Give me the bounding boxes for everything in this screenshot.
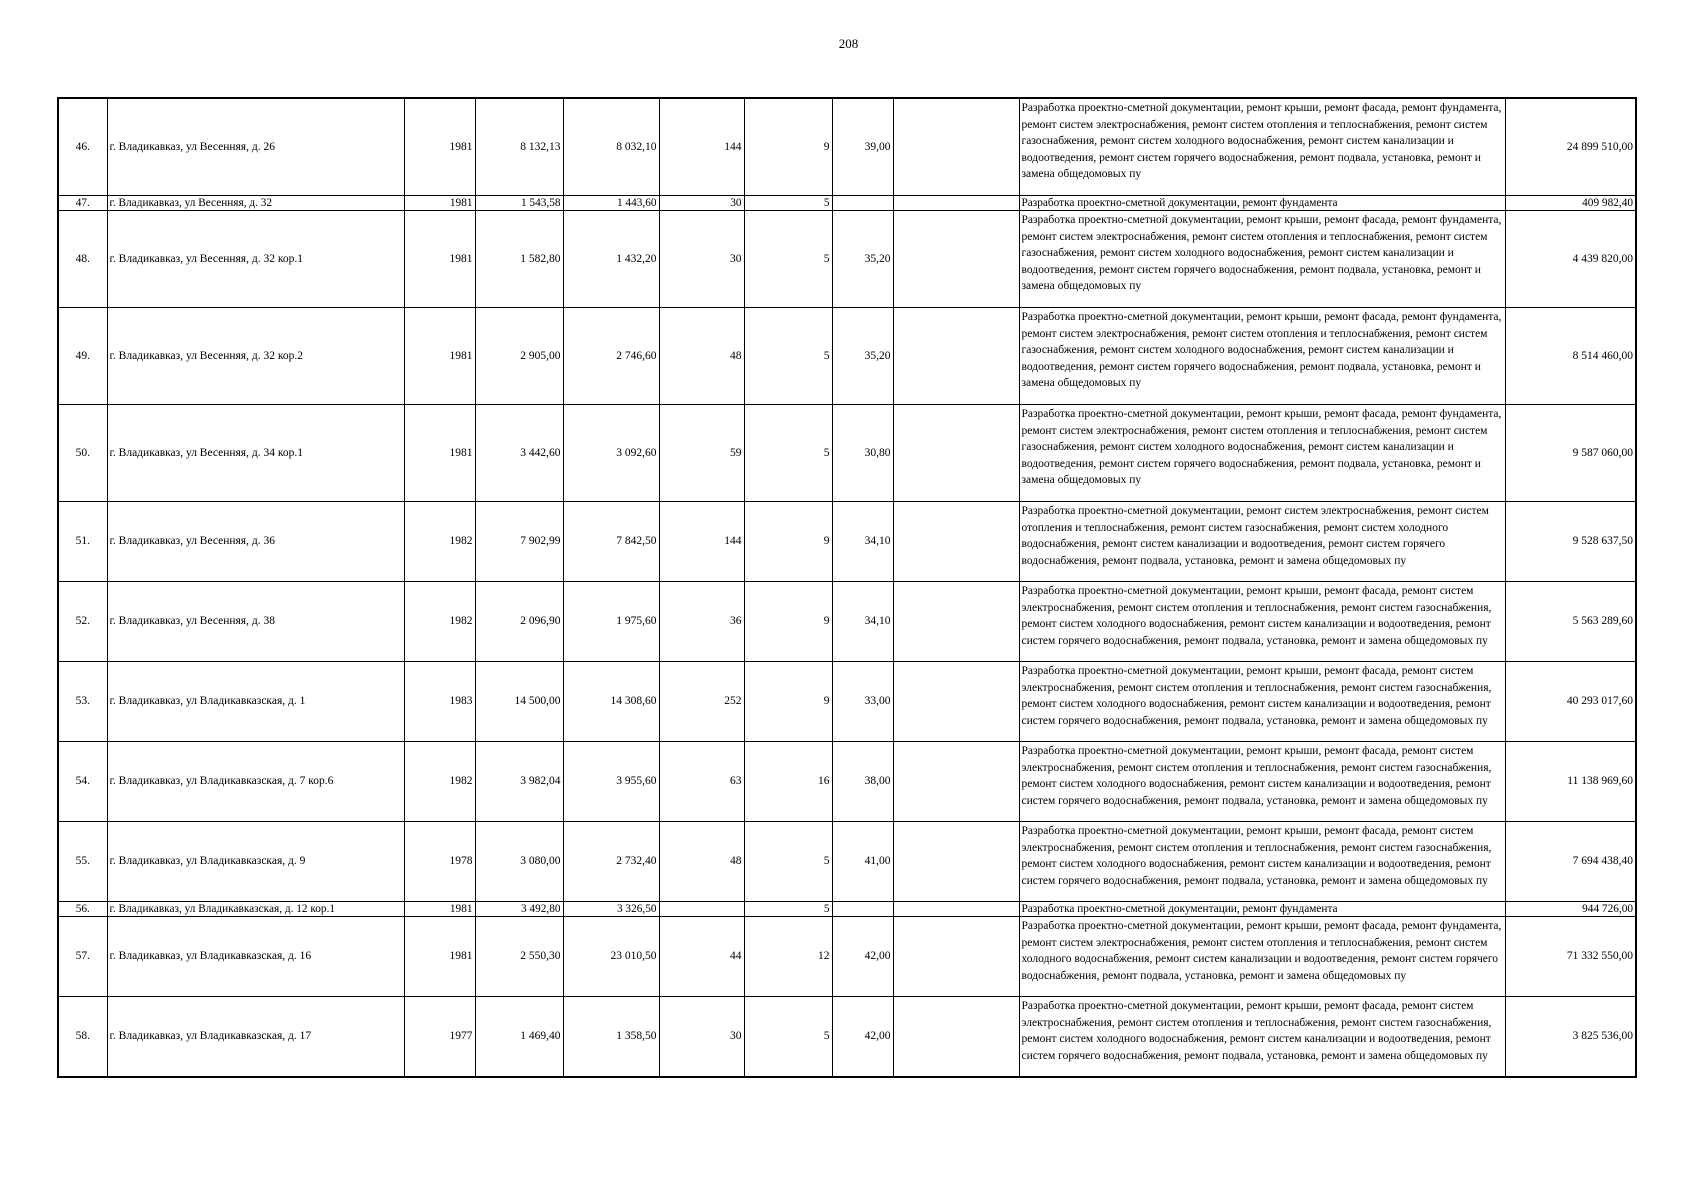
year-cell: 1981 [404,917,475,997]
living-area-cell: 1 432,20 [563,211,659,308]
extra-cell [893,902,1019,917]
floors-cell: 5 [744,211,832,308]
cost-cell: 11 138 969,60 [1505,742,1636,822]
living-area-cell: 14 308,60 [563,662,659,742]
wear-cell: 34,10 [832,502,893,582]
row-number-cell: 50. [58,405,107,502]
cost-cell: 3 825 536,00 [1505,997,1636,1078]
works-cell: Разработка проектно-сметной документации, ремонт крыши, ремонт фасада, ремонт фундамента, ремонт систем электроснабжения, ремонт систем отопления и теплоснабжения, ремонт систем газоснабжения, ремонт систем холодного водоснабжения, ремонт систем канализации и водоотведения, ремонт систем горячего водоснабжения, ремонт подвала, установка, ремонт и замена общедомовых пу [1019,308,1505,405]
wear-cell: 35,20 [832,211,893,308]
year-cell: 1978 [404,822,475,902]
wear-cell: 30,80 [832,405,893,502]
extra-cell [893,662,1019,742]
table-row [58,902,1636,917]
extra-cell [893,502,1019,582]
works-cell: Разработка проектно-сметной документации, ремонт фундамента [1019,196,1505,211]
works-cell: Разработка проектно-сметной документации, ремонт крыши, ремонт фасада, ремонт систем электроснабжения, ремонт систем отопления и теплоснабжения, ремонт систем газоснабжения, ремонт систем холодного водоснабжения, ремонт систем канализации и водоотведения, ремонт систем горячего водоснабжения, ремонт подвала, установка, ремонт и замена общедомовых пу [1019,582,1505,662]
floors-cell: 5 [744,405,832,502]
wear-cell: 42,00 [832,917,893,997]
table-row [58,997,1636,1078]
wear-cell [832,902,893,917]
table-row [58,662,1636,742]
table-row [58,502,1636,582]
cost-cell: 7 694 438,40 [1505,822,1636,902]
total-area-cell: 2 905,00 [475,308,563,405]
year-cell: 1982 [404,582,475,662]
works-cell: Разработка проектно-сметной документации, ремонт крыши, ремонт фасада, ремонт фундамента, ремонт систем электроснабжения, ремонт систем отопления и теплоснабжения, ремонт систем газоснабжения, ремонт систем холодного водоснабжения, ремонт систем канализации и водоотведения, ремонт систем горячего водоснабжения, ремонт подвала, установка, ремонт и замена общедомовых пу [1019,405,1505,502]
total-area-cell: 3 080,00 [475,822,563,902]
year-cell: 1981 [404,308,475,405]
row-number-cell: 52. [58,582,107,662]
row-number-cell: 49. [58,308,107,405]
total-area-cell: 1 543,58 [475,196,563,211]
cost-cell: 4 439 820,00 [1505,211,1636,308]
floors-cell: 5 [744,196,832,211]
address-cell: г. Владикавказ, ул Владикавказская, д. 7 кор.6 [107,742,404,822]
year-cell: 1982 [404,502,475,582]
address-cell: г. Владикавказ, ул Весенняя, д. 38 [107,582,404,662]
address-cell: г. Владикавказ, ул Владикавказская, д. 17 [107,997,404,1078]
works-cell: Разработка проектно-сметной документации, ремонт фундамента [1019,902,1505,917]
extra-cell [893,98,1019,196]
address-cell: г. Владикавказ, ул Владикавказская, д. 12 кор.1 [107,902,404,917]
row-number-cell: 46. [58,98,107,196]
floors-cell: 9 [744,582,832,662]
extra-cell [893,742,1019,822]
residents-cell: 30 [659,211,744,308]
works-cell: Разработка проектно-сметной документации, ремонт систем электроснабжения, ремонт систем отопления и теплоснабжения, ремонт систем газоснабжения, ремонт систем холодного водоснабжения, ремонт систем канализации и водоотведения, ремонт систем горячего водоснабжения, ремонт подвала, установка, ремонт и замена общедомовых пу [1019,502,1505,582]
row-number-cell: 54. [58,742,107,822]
total-area-cell: 1 469,40 [475,997,563,1078]
floors-cell: 5 [744,902,832,917]
extra-cell [893,582,1019,662]
floors-cell: 12 [744,917,832,997]
repair-program-table [57,97,1637,1078]
year-cell: 1981 [404,196,475,211]
table-row [58,196,1636,211]
row-number-cell: 56. [58,902,107,917]
cost-cell: 409 982,40 [1505,196,1636,211]
cost-cell: 71 332 550,00 [1505,917,1636,997]
works-cell: Разработка проектно-сметной документации, ремонт крыши, ремонт фасада, ремонт систем электроснабжения, ремонт систем отопления и теплоснабжения, ремонт систем газоснабжения, ремонт систем холодного водоснабжения, ремонт систем канализации и водоотведения, ремонт систем горячего водоснабжения, ремонт подвала, установка, ремонт и замена общедомовых пу [1019,662,1505,742]
residents-cell: 36 [659,582,744,662]
living-area-cell: 2 746,60 [563,308,659,405]
wear-cell: 35,20 [832,308,893,405]
living-area-cell: 3 092,60 [563,405,659,502]
extra-cell [893,822,1019,902]
table-row [58,742,1636,822]
extra-cell [893,405,1019,502]
works-cell: Разработка проектно-сметной документации, ремонт крыши, ремонт фасада, ремонт систем электроснабжения, ремонт систем отопления и теплоснабжения, ремонт систем газоснабжения, ремонт систем холодного водоснабжения, ремонт систем канализации и водоотведения, ремонт систем горячего водоснабжения, ремонт подвала, установка, ремонт и замена общедомовых пу [1019,822,1505,902]
residents-cell [659,902,744,917]
residents-cell: 30 [659,997,744,1078]
wear-cell: 41,00 [832,822,893,902]
year-cell: 1981 [404,902,475,917]
page-number: 208 [838,36,859,51]
year-cell: 1982 [404,742,475,822]
row-number-cell: 53. [58,662,107,742]
address-cell: г. Владикавказ, ул Весенняя, д. 32 кор.1 [107,211,404,308]
wear-cell: 38,00 [832,742,893,822]
cost-cell: 5 563 289,60 [1505,582,1636,662]
wear-cell [832,196,893,211]
total-area-cell: 2 096,90 [475,582,563,662]
floors-cell: 5 [744,822,832,902]
wear-cell: 33,00 [832,662,893,742]
cost-cell: 24 899 510,00 [1505,98,1636,196]
living-area-cell: 7 842,50 [563,502,659,582]
address-cell: г. Владикавказ, ул Весенняя, д. 26 [107,98,404,196]
year-cell: 1983 [404,662,475,742]
row-number-cell: 58. [58,997,107,1078]
table-row [58,582,1636,662]
living-area-cell: 8 032,10 [563,98,659,196]
floors-cell: 5 [744,308,832,405]
address-cell: г. Владикавказ, ул Владикавказская, д. 1 [107,662,404,742]
address-cell: г. Владикавказ, ул Весенняя, д. 34 кор.1 [107,405,404,502]
wear-cell: 42,00 [832,997,893,1078]
wear-cell: 39,00 [832,98,893,196]
table-row [58,917,1636,997]
residents-cell: 44 [659,917,744,997]
total-area-cell: 3 982,04 [475,742,563,822]
table-row [58,98,1636,196]
cost-cell: 8 514 460,00 [1505,308,1636,405]
year-cell: 1981 [404,211,475,308]
total-area-cell: 8 132,13 [475,98,563,196]
living-area-cell: 2 732,40 [563,822,659,902]
year-cell: 1981 [404,98,475,196]
residents-cell: 144 [659,98,744,196]
cost-cell: 9 528 637,50 [1505,502,1636,582]
residents-cell: 30 [659,196,744,211]
table-row [58,211,1636,308]
total-area-cell: 3 442,60 [475,405,563,502]
extra-cell [893,196,1019,211]
living-area-cell: 3 326,50 [563,902,659,917]
address-cell: г. Владикавказ, ул Весенняя, д. 32 кор.2 [107,308,404,405]
year-cell: 1981 [404,405,475,502]
works-cell: Разработка проектно-сметной документации, ремонт крыши, ремонт фасада, ремонт фундамента, ремонт систем электроснабжения, ремонт систем отопления и теплоснабжения, ремонт систем газоснабжения, ремонт систем холодного водоснабжения, ремонт систем канализации и водоотведения, ремонт систем горячего водоснабжения, ремонт подвала, установка, ремонт и замена общедомовых пу [1019,98,1505,196]
floors-cell: 9 [744,98,832,196]
floors-cell: 9 [744,662,832,742]
residents-cell: 144 [659,502,744,582]
row-number-cell: 55. [58,822,107,902]
residents-cell: 252 [659,662,744,742]
living-area-cell: 1 443,60 [563,196,659,211]
table-body [58,98,1636,1077]
floors-cell: 9 [744,502,832,582]
row-number-cell: 51. [58,502,107,582]
total-area-cell: 14 500,00 [475,662,563,742]
table-row [58,822,1636,902]
living-area-cell: 1 358,50 [563,997,659,1078]
residents-cell: 48 [659,308,744,405]
total-area-cell: 7 902,99 [475,502,563,582]
residents-cell: 63 [659,742,744,822]
row-number-cell: 48. [58,211,107,308]
address-cell: г. Владикавказ, ул Весенняя, д. 32 [107,196,404,211]
works-cell: Разработка проектно-сметной документации, ремонт крыши, ремонт фасада, ремонт фундамента, ремонт систем электроснабжения, ремонт систем отопления и теплоснабжения, ремонт систем газоснабжения, ремонт систем холодного водоснабжения, ремонт систем канализации и водоотведения, ремонт систем горячего водоснабжения, ремонт подвала, установка, ремонт и замена общедомовых пу [1019,211,1505,308]
wear-cell: 34,10 [832,582,893,662]
floors-cell: 5 [744,997,832,1078]
living-area-cell: 3 955,60 [563,742,659,822]
works-cell: Разработка проектно-сметной документации, ремонт крыши, ремонт фасада, ремонт фундамента, ремонт систем электроснабжения, ремонт систем отопления и теплоснабжения, ремонт систем холодного водоснабжения, ремонт систем канализации и водоотведения, ремонт систем горячего водоснабжения, ремонт подвала, установка, ремонт и замена общедомовых пу [1019,917,1505,997]
total-area-cell: 1 582,80 [475,211,563,308]
residents-cell: 48 [659,822,744,902]
extra-cell [893,917,1019,997]
row-number-cell: 47. [58,196,107,211]
row-number-cell: 57. [58,917,107,997]
table-row [58,405,1636,502]
table-row [58,308,1636,405]
total-area-cell: 2 550,30 [475,917,563,997]
address-cell: г. Владикавказ, ул Владикавказская, д. 16 [107,917,404,997]
address-cell: г. Владикавказ, ул Владикавказская, д. 9 [107,822,404,902]
extra-cell [893,211,1019,308]
address-cell: г. Владикавказ, ул Весенняя, д. 36 [107,502,404,582]
cost-cell: 944 726,00 [1505,902,1636,917]
living-area-cell: 23 010,50 [563,917,659,997]
cost-cell: 40 293 017,60 [1505,662,1636,742]
floors-cell: 16 [744,742,832,822]
extra-cell [893,308,1019,405]
cost-cell: 9 587 060,00 [1505,405,1636,502]
works-cell: Разработка проектно-сметной документации, ремонт крыши, ремонт фасада, ремонт систем электроснабжения, ремонт систем отопления и теплоснабжения, ремонт систем газоснабжения, ремонт систем холодного водоснабжения, ремонт систем канализации и водоотведения, ремонт систем горячего водоснабжения, ремонт подвала, установка, ремонт и замена общедомовых пу [1019,742,1505,822]
living-area-cell: 1 975,60 [563,582,659,662]
works-cell: Разработка проектно-сметной документации, ремонт крыши, ремонт фасада, ремонт систем электроснабжения, ремонт систем отопления и теплоснабжения, ремонт систем газоснабжения, ремонт систем холодного водоснабжения, ремонт систем канализации и водоотведения, ремонт систем горячего водоснабжения, ремонт подвала, установка, ремонт и замена общедомовых пу [1019,997,1505,1078]
year-cell: 1977 [404,997,475,1078]
total-area-cell: 3 492,80 [475,902,563,917]
residents-cell: 59 [659,405,744,502]
extra-cell [893,997,1019,1078]
